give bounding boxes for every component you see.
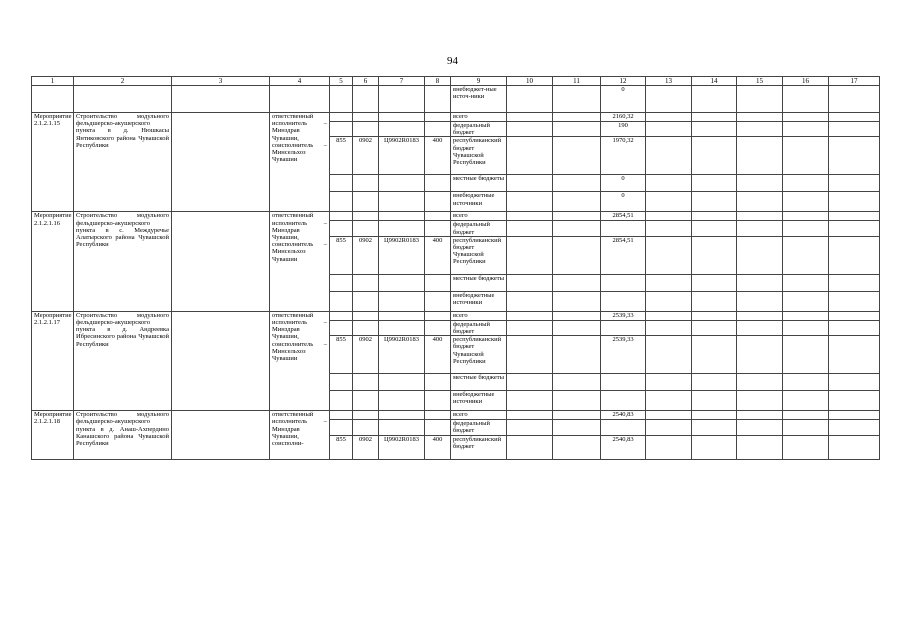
rzpr-code: 0902: [353, 336, 379, 374]
column-header-6: 6: [353, 77, 379, 86]
value-cell: 1970,32: [601, 137, 646, 175]
empty-cell: [646, 391, 692, 411]
empty-cell: [692, 221, 737, 236]
empty-cell: [646, 374, 692, 391]
empty-cell: [425, 420, 451, 435]
empty-cell: [553, 274, 601, 291]
empty-cell: [172, 212, 270, 311]
source-cell: республиканский бюджет: [451, 435, 507, 459]
empty-cell: [353, 221, 379, 236]
table-row: [32, 212, 880, 221]
grbs-code: 855: [330, 137, 353, 175]
empty-cell: [829, 274, 880, 291]
empty-cell: [646, 212, 692, 221]
empty-cell: [553, 391, 601, 411]
empty-cell: [330, 374, 353, 391]
column-header-8: 8: [425, 77, 451, 86]
empty-cell: [783, 221, 829, 236]
empty-cell: [425, 274, 451, 291]
empty-cell: [783, 320, 829, 335]
empty-cell: [829, 192, 880, 212]
empty-cell: [553, 236, 601, 274]
source-cell: всего: [451, 411, 507, 420]
empty-cell: [379, 291, 425, 311]
source-cell: местные бюджеты: [451, 374, 507, 391]
empty-cell: [507, 212, 553, 221]
empty-cell: [829, 420, 880, 435]
empty-cell: [737, 175, 783, 192]
empty-cell: [829, 320, 880, 335]
empty-cell: [737, 411, 783, 420]
empty-cell: [692, 374, 737, 391]
empty-cell: [646, 320, 692, 335]
grbs-code: 855: [330, 336, 353, 374]
source-cell: внебюджетные источники: [451, 192, 507, 212]
empty-cell: [783, 374, 829, 391]
empty-cell: [829, 374, 880, 391]
empty-cell: [783, 336, 829, 374]
empty-cell: [646, 274, 692, 291]
empty-cell: [783, 236, 829, 274]
empty-cell: [646, 175, 692, 192]
empty-cell: [783, 391, 829, 411]
value-cell: [601, 420, 646, 435]
empty-cell: [353, 420, 379, 435]
empty-cell: [507, 291, 553, 311]
empty-cell: [737, 391, 783, 411]
empty-cell: [646, 336, 692, 374]
empty-cell: [507, 221, 553, 236]
empty-cell: [783, 122, 829, 137]
empty-cell: [507, 336, 553, 374]
empty-cell: [737, 311, 783, 320]
empty-cell: [172, 411, 270, 459]
empty-cell: [553, 113, 601, 122]
empty-cell: [737, 137, 783, 175]
empty-cell: [172, 311, 270, 410]
source-cell: федеральный бюджет: [451, 320, 507, 335]
source-cell: всего: [451, 113, 507, 122]
empty-cell: [783, 411, 829, 420]
value-cell: [601, 374, 646, 391]
empty-cell: [783, 420, 829, 435]
column-header-10: 10: [507, 77, 553, 86]
empty-cell: [737, 420, 783, 435]
empty-cell: [379, 274, 425, 291]
empty-cell: [737, 320, 783, 335]
empty-cell: [425, 391, 451, 411]
empty-cell: [330, 391, 353, 411]
empty-cell: [646, 411, 692, 420]
empty-cell: [553, 86, 601, 113]
empty-cell: [829, 137, 880, 175]
source-cell: внебюджетные источники: [451, 391, 507, 411]
empty-cell: [783, 192, 829, 212]
empty-cell: [646, 86, 692, 113]
empty-cell: [330, 175, 353, 192]
source-cell: федеральный бюджет: [451, 420, 507, 435]
empty-cell: [783, 435, 829, 459]
empty-cell: [737, 113, 783, 122]
empty-cell: [829, 411, 880, 420]
empty-cell: [507, 86, 553, 113]
empty-cell: [330, 212, 353, 221]
empty-cell: [692, 122, 737, 137]
column-header-14: 14: [692, 77, 737, 86]
table-row: [32, 411, 880, 420]
empty-cell: [353, 311, 379, 320]
source-cell: внебюджетные источники: [451, 291, 507, 311]
empty-cell: [330, 320, 353, 335]
measure-id: Мероприятие 2.1.2.1.15: [32, 113, 74, 212]
column-header-13: 13: [646, 77, 692, 86]
empty-cell: [646, 236, 692, 274]
value-cell: 2539,33: [601, 336, 646, 374]
empty-cell: [737, 212, 783, 221]
empty-cell: [553, 374, 601, 391]
source-cell: федеральный бюджет: [451, 221, 507, 236]
empty-cell: [829, 221, 880, 236]
csr-code: Ц9902R0183: [379, 137, 425, 175]
csr-code: Ц9902R0183: [379, 336, 425, 374]
empty-cell: [379, 192, 425, 212]
grbs-code: 855: [330, 236, 353, 274]
value-cell: 2854,51: [601, 236, 646, 274]
empty-cell: [829, 291, 880, 311]
empty-cell: [507, 192, 553, 212]
empty-cell: [507, 137, 553, 175]
table-row: [32, 113, 880, 122]
empty-cell: [330, 86, 353, 113]
empty-cell: [829, 391, 880, 411]
source-cell: местные бюджеты: [451, 274, 507, 291]
empty-cell: [507, 374, 553, 391]
empty-cell: [737, 374, 783, 391]
empty-cell: [379, 221, 425, 236]
empty-cell: [829, 113, 880, 122]
empty-cell: [783, 311, 829, 320]
empty-cell: [692, 137, 737, 175]
empty-cell: [379, 420, 425, 435]
empty-cell: [783, 291, 829, 311]
source-cell: республиканский бюджет Чувашской Республики: [451, 236, 507, 274]
column-header-4: 4: [270, 77, 330, 86]
empty-cell: [330, 411, 353, 420]
csr-code: Ц9902R0183: [379, 236, 425, 274]
header-row: [32, 77, 880, 86]
empty-cell: [692, 192, 737, 212]
empty-cell: [353, 192, 379, 212]
source-cell: внебюджет-ные источ-ники: [451, 86, 507, 113]
empty-cell: [507, 113, 553, 122]
empty-cell: [425, 212, 451, 221]
vr-code: 400: [425, 435, 451, 459]
empty-cell: [829, 311, 880, 320]
empty-cell: [692, 175, 737, 192]
value-cell: 190: [601, 122, 646, 137]
empty-cell: [353, 291, 379, 311]
column-header-5: 5: [330, 77, 353, 86]
empty-cell: [692, 336, 737, 374]
empty-cell: [646, 122, 692, 137]
empty-cell: [330, 291, 353, 311]
column-header-1: 1: [32, 77, 74, 86]
empty-cell: [425, 411, 451, 420]
page-number: 94: [447, 55, 458, 67]
empty-cell: [737, 435, 783, 459]
empty-cell: [553, 175, 601, 192]
empty-cell: [783, 212, 829, 221]
measure-executor: ответственный исполнитель – Минздрав Чувашии, соисполнитель – Минсельхоз Чувашии: [270, 311, 330, 410]
empty-cell: [646, 435, 692, 459]
empty-cell: [692, 435, 737, 459]
empty-cell: [379, 86, 425, 113]
column-header-3: 3: [172, 77, 270, 86]
empty-cell: [829, 86, 880, 113]
empty-cell: [692, 291, 737, 311]
empty-cell: [829, 236, 880, 274]
measure-name: Строительство модульного фельдшерско-акушерского пункта в д. Нюшкасы Янтиковского района Чувашской Республики: [74, 113, 172, 212]
empty-cell: [646, 113, 692, 122]
value-cell: 2540,83: [601, 411, 646, 420]
table-row: [32, 311, 880, 320]
empty-cell: [379, 320, 425, 335]
empty-cell: [737, 122, 783, 137]
empty-cell: [507, 175, 553, 192]
empty-cell: [737, 236, 783, 274]
empty-cell: [507, 122, 553, 137]
empty-cell: [353, 212, 379, 221]
grbs-code: 855: [330, 435, 353, 459]
column-header-7: 7: [379, 77, 425, 86]
empty-cell: [646, 420, 692, 435]
value-cell: 2539,33: [601, 311, 646, 320]
value-cell: [601, 291, 646, 311]
empty-cell: [829, 336, 880, 374]
column-header-9: 9: [451, 77, 507, 86]
table-row: [32, 86, 880, 113]
value-cell: [601, 320, 646, 335]
empty-cell: [646, 311, 692, 320]
empty-cell: [737, 192, 783, 212]
empty-cell: [553, 435, 601, 459]
source-cell: республиканский бюджет Чувашской Республики: [451, 336, 507, 374]
empty-cell: [692, 212, 737, 221]
empty-cell: [692, 236, 737, 274]
empty-cell: [74, 86, 172, 113]
measure-id: Мероприятие 2.1.2.1.16: [32, 212, 74, 311]
value-cell: 2540,83: [601, 435, 646, 459]
empty-cell: [379, 122, 425, 137]
empty-cell: [829, 435, 880, 459]
empty-cell: [330, 122, 353, 137]
source-cell: местные бюджеты: [451, 175, 507, 192]
empty-cell: [737, 274, 783, 291]
empty-cell: [692, 274, 737, 291]
empty-cell: [353, 175, 379, 192]
empty-cell: [425, 221, 451, 236]
empty-cell: [829, 122, 880, 137]
empty-cell: [646, 137, 692, 175]
measure-name: Строительство модульного фельдшерско-акушерского пункта в д. Андреевка Ибресинского района Чувашской Республики: [74, 311, 172, 410]
empty-cell: [425, 291, 451, 311]
column-header-15: 15: [737, 77, 783, 86]
empty-cell: [692, 311, 737, 320]
vr-code: 400: [425, 137, 451, 175]
empty-cell: [692, 420, 737, 435]
empty-cell: [737, 291, 783, 311]
empty-cell: [553, 122, 601, 137]
empty-cell: [379, 113, 425, 122]
empty-cell: [783, 86, 829, 113]
empty-cell: [553, 411, 601, 420]
empty-cell: [553, 137, 601, 175]
empty-cell: [829, 175, 880, 192]
empty-cell: [553, 221, 601, 236]
empty-cell: [783, 175, 829, 192]
empty-cell: [692, 86, 737, 113]
column-header-12: 12: [601, 77, 646, 86]
empty-cell: [330, 113, 353, 122]
empty-cell: [783, 137, 829, 175]
empty-cell: [692, 411, 737, 420]
empty-cell: [379, 175, 425, 192]
value-cell: 2854,51: [601, 212, 646, 221]
empty-cell: [425, 86, 451, 113]
empty-cell: [353, 113, 379, 122]
source-cell: всего: [451, 311, 507, 320]
empty-cell: [553, 320, 601, 335]
value-cell: [601, 221, 646, 236]
empty-cell: [379, 212, 425, 221]
column-header-17: 17: [829, 77, 880, 86]
empty-cell: [507, 391, 553, 411]
program-table: [31, 76, 880, 460]
rzpr-code: 0902: [353, 236, 379, 274]
empty-cell: [425, 311, 451, 320]
measure-id: Мероприятие 2.1.2.1.17: [32, 311, 74, 410]
value-cell: [601, 274, 646, 291]
empty-cell: [32, 86, 74, 113]
empty-cell: [646, 291, 692, 311]
measure-executor: ответственный исполнитель – Минздрав Чувашии, соисполнитель – Минсельхоз Чувашии: [270, 113, 330, 212]
empty-cell: [507, 311, 553, 320]
empty-cell: [553, 420, 601, 435]
value-cell: 0: [601, 86, 646, 113]
empty-cell: [507, 411, 553, 420]
empty-cell: [353, 122, 379, 137]
empty-cell: [737, 86, 783, 113]
empty-cell: [330, 192, 353, 212]
empty-cell: [507, 236, 553, 274]
empty-cell: [783, 113, 829, 122]
empty-cell: [507, 274, 553, 291]
empty-cell: [646, 221, 692, 236]
measure-executor: ответственный исполнитель – Минздрав Чувашии, соисполнитель – Минсельхоз Чувашии: [270, 212, 330, 311]
empty-cell: [172, 86, 270, 113]
value-cell: 2160,32: [601, 113, 646, 122]
empty-cell: [553, 192, 601, 212]
measure-name: Строительство модульного фельдшерско-акушерского пункта в с. Междуречье Алатырского района Чувашской Республики: [74, 212, 172, 311]
value-cell: [601, 391, 646, 411]
csr-code: Ц9902R0183: [379, 435, 425, 459]
empty-cell: [507, 420, 553, 435]
empty-cell: [507, 320, 553, 335]
empty-cell: [330, 274, 353, 291]
empty-cell: [553, 212, 601, 221]
empty-cell: [425, 374, 451, 391]
column-header-11: 11: [553, 77, 601, 86]
empty-cell: [270, 86, 330, 113]
source-cell: федеральный бюджет: [451, 122, 507, 137]
empty-cell: [425, 192, 451, 212]
column-header-2: 2: [74, 77, 172, 86]
empty-cell: [553, 336, 601, 374]
vr-code: 400: [425, 236, 451, 274]
rzpr-code: 0902: [353, 435, 379, 459]
empty-cell: [737, 336, 783, 374]
empty-cell: [553, 311, 601, 320]
empty-cell: [330, 420, 353, 435]
empty-cell: [646, 192, 692, 212]
empty-cell: [379, 411, 425, 420]
empty-cell: [425, 320, 451, 335]
empty-cell: [553, 291, 601, 311]
empty-cell: [425, 113, 451, 122]
empty-cell: [353, 411, 379, 420]
empty-cell: [379, 374, 425, 391]
empty-cell: [425, 175, 451, 192]
value-cell: 0: [601, 192, 646, 212]
empty-cell: [353, 274, 379, 291]
empty-cell: [353, 320, 379, 335]
source-cell: республиканский бюджет Чувашской Республики: [451, 137, 507, 175]
empty-cell: [330, 221, 353, 236]
empty-cell: [692, 113, 737, 122]
empty-cell: [379, 391, 425, 411]
empty-cell: [783, 274, 829, 291]
empty-cell: [829, 212, 880, 221]
empty-cell: [172, 113, 270, 212]
source-cell: всего: [451, 212, 507, 221]
value-cell: 0: [601, 175, 646, 192]
measure-id: Мероприятие 2.1.2.1.18: [32, 411, 74, 459]
empty-cell: [379, 311, 425, 320]
empty-cell: [507, 435, 553, 459]
measure-name: Строительство модульного фельдшерско-акушерского пункта в д. Анаш-Ахпердино Канашского района Чувашской Республики: [74, 411, 172, 459]
empty-cell: [692, 391, 737, 411]
empty-cell: [330, 311, 353, 320]
empty-cell: [425, 122, 451, 137]
vr-code: 400: [425, 336, 451, 374]
measure-executor: ответственный исполнитель – Минздрав Чувашии, соисполни-: [270, 411, 330, 459]
empty-cell: [353, 391, 379, 411]
empty-cell: [692, 320, 737, 335]
empty-cell: [353, 374, 379, 391]
column-header-16: 16: [783, 77, 829, 86]
empty-cell: [353, 86, 379, 113]
empty-cell: [737, 221, 783, 236]
rzpr-code: 0902: [353, 137, 379, 175]
